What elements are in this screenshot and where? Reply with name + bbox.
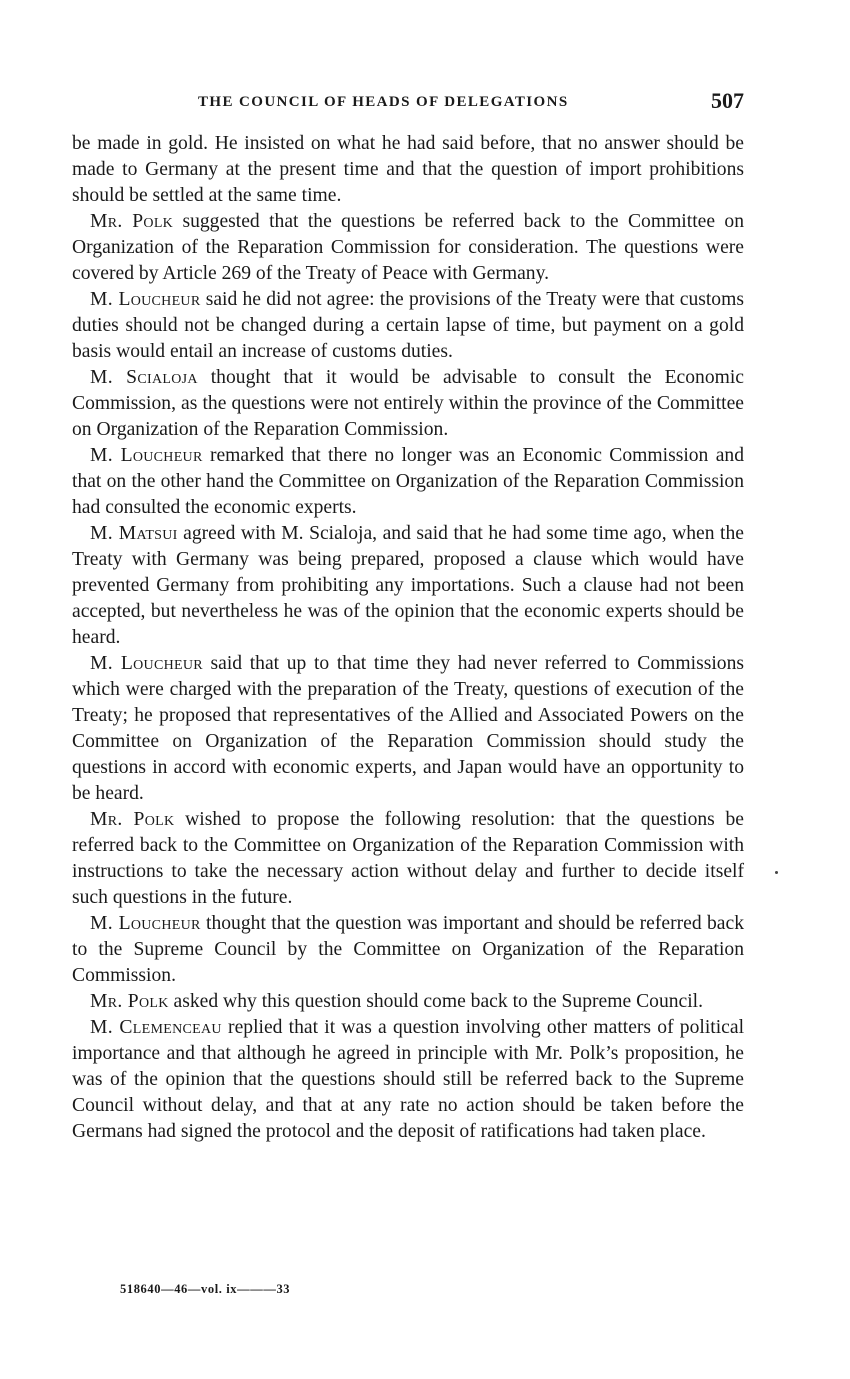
- page-number: 507: [711, 88, 744, 113]
- paragraph: [72, 651, 744, 807]
- paragraph: [72, 365, 744, 443]
- page-header: [72, 90, 744, 120]
- paragraph: [72, 521, 744, 651]
- paragraph: [72, 1015, 744, 1145]
- paragraph-text: said he did not agree: the provisions of the Treaty were that customs duties should not be changed during a certain lapse of time, but payment on a gold basis would entail an increase of customs duties.: [72, 289, 744, 362]
- paragraph: [72, 807, 744, 911]
- paragraph-text: said that up to that time they had never referred to Commissions which were charged with the preparation of the Treaty, questions of execution of the Treaty; he proposed that representatives of the Allied and Associated Powers on the Committee on Organization of the Reparation Commission should study the questions in accord with economic experts, and Japan would have an opportunity to be heard.: [72, 653, 744, 804]
- paragraph-text: suggested that the questions be referred back to the Committee on Organization of the Reparation Commission for consideration. The questions were covered by Article 269 of the Treaty of Peace with Germany.: [72, 211, 744, 284]
- paragraph: [72, 209, 744, 287]
- paragraph: [72, 287, 744, 365]
- paragraph-text: asked why this question should come back to the Supreme Council.: [168, 991, 704, 1012]
- running-head: THE COUNCIL OF HEADS OF DELEGATIONS: [198, 94, 569, 110]
- speaker-name: Mr. Polk: [90, 211, 174, 232]
- print-code: 518640—46—vol. ix———33: [120, 1282, 291, 1296]
- speaker-name: M. Scialoja: [90, 367, 198, 388]
- speaker-name: M. Matsui: [90, 523, 178, 544]
- paragraph: [72, 443, 744, 521]
- speaker-name: M. Clemenceau: [90, 1017, 222, 1038]
- paragraph-text: thought that it would be advisable to consult the Economic Commission, as the questions were not entirely within the province of the Committee on Organization of the Reparation Commission.: [72, 367, 745, 440]
- paragraph: [72, 989, 744, 1015]
- paragraph-text: be made in gold. He insisted on what he had said before, that no answer should be made to Germany at the present time and that the question of import prohibitions should be settled at the same time.: [72, 133, 744, 206]
- paragraph-text: thought that the question was important and should be referred back to the Supreme Council by the Committee on Organization of the Reparation Commission.: [72, 913, 744, 986]
- speaker-name: M. Loucheur: [90, 445, 203, 466]
- margin-mark: [775, 871, 778, 874]
- paragraph: [72, 911, 744, 989]
- body-text: [72, 131, 744, 1145]
- paragraph: [72, 131, 744, 209]
- paragraph-text: agreed with M. Scialoja, and said that he had some time ago, when the Treaty with Germany was being prepared, proposed a clause which would have prevented Germany from prohibiting any importations. Such a clause had not been accepted, but nevertheless he was of the opinion that the economic experts should be heard.: [72, 523, 744, 648]
- paragraph-text: replied that it was a question involving other matters of political importance and that although he agreed in principle with Mr. Polk’s proposition, he was of the opinion that the questions should still be referred back to the Supreme Council without delay, and that at any rate no action should be taken before the Germans had signed the protocol and the deposit of ratifications had taken place.: [72, 1017, 745, 1142]
- speaker-name: M. Loucheur: [90, 653, 203, 674]
- paragraph-text: remarked that there no longer was an Economic Commission and that on the other hand the Committee on Organization of the Reparation Commission had consulted the economic experts.: [72, 445, 744, 518]
- speaker-name: Mr. Polk: [90, 991, 169, 1012]
- paragraph-text: wished to propose the following resolution: that the questions be referred back to the Committee on Organization of the Reparation Commission with instructions to take the necessary action without delay and further to decide itself such questions in the future.: [72, 809, 744, 908]
- speaker-name: M. Loucheur: [90, 289, 201, 310]
- speaker-name: M. Loucheur: [90, 913, 201, 934]
- speaker-name: Mr. Polk: [90, 809, 175, 830]
